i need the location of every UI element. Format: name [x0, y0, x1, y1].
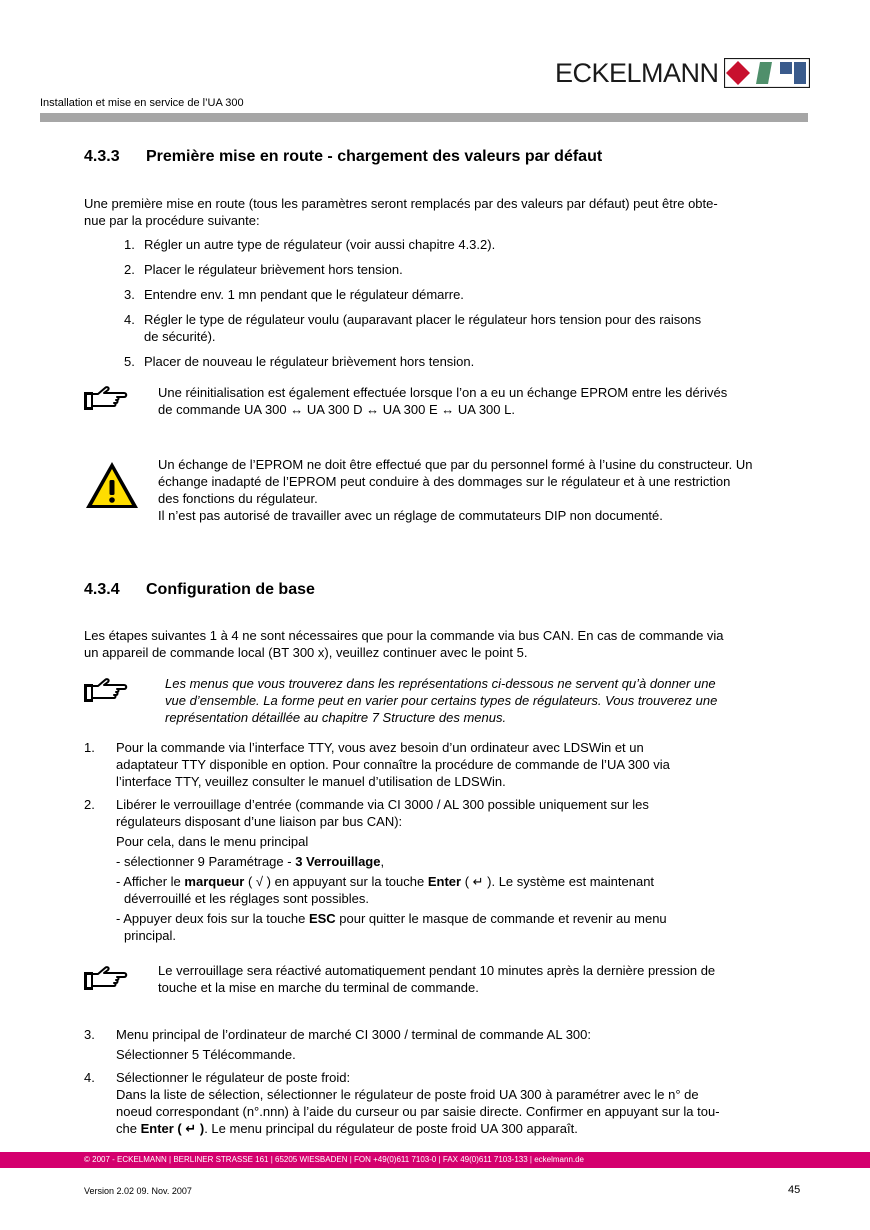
section-number: 4.3.4: [84, 581, 120, 598]
note-line: touche et la mise en marche du terminal de commande.: [158, 980, 479, 995]
warning-line: échange inadapté de l’EPROM peut conduire à des dommages sur le régulateur et à une restriction: [158, 474, 731, 489]
text-run-bold: 3 Verrouillage: [295, 854, 381, 869]
item-text-line: Régler le type de régulateur voulu (auparavant placer le régulateur hors tension pour des raisons: [144, 312, 702, 327]
intro-paragraph: [84, 195, 804, 229]
step-line: Pour cela, dans le menu principal: [116, 834, 309, 849]
note-line: Une réinitialisation est également effectuée lorsque l’on a eu un échange EPROM entre les dérivés: [158, 385, 728, 400]
note-lock: [158, 962, 806, 996]
text-run: . Le menu principal du régulateur de poste froid UA 300 apparaît.: [204, 1121, 578, 1136]
list-item: [124, 311, 804, 345]
text-run: ,: [380, 854, 385, 869]
item-text: Placer le régulateur brièvement hors tension.: [144, 262, 403, 277]
step-number: 3.: [84, 1027, 95, 1042]
item-number: 4.: [124, 312, 135, 327]
step-line: Menu principal de l’ordinateur de marché CI 3000 / terminal de commande AL 300:: [116, 1027, 592, 1042]
warning-line: Il n’est pas autorisé de travailler avec un réglage de commutateurs DIP non documenté.: [158, 508, 663, 523]
text-run-bold: Enter ( ↵ ): [140, 1121, 205, 1136]
note-menus: [165, 675, 805, 726]
steps-1-2: [84, 739, 808, 950]
step-line: noeud correspondant (n°.nnn) à l’aide du curseur ou par saisie directe. Confirmer en appuyant sur la tou-: [116, 1104, 720, 1119]
step-line: Sélectionner 5 Télécommande.: [116, 1047, 296, 1062]
text-run: - Appuyer deux fois sur la touche: [116, 911, 309, 926]
intro-line: Les étapes suivantes 1 à 4 ne sont nécessaires que pour la commande via bus CAN. En cas de commande via: [84, 628, 724, 643]
step-line: Pour la commande via l’interface TTY, vous avez besoin d’un ordinateur avec LDSWin et un: [116, 740, 644, 755]
note-line: vue d’ensemble. La forme peut en varier pour certains types de régulateurs. Vous trouverez une: [165, 693, 718, 708]
step-line: l’interface TTY, veuillez consulter le manuel d’utilisation de LDSWin.: [116, 774, 506, 789]
item-text: Placer de nouveau le régulateur brièvement hors tension.: [144, 354, 475, 369]
company-logo-icon: [724, 58, 810, 88]
header-divider: [40, 113, 808, 122]
intro-line: Une première mise en route (tous les paramètres seront remplacés par des valeurs par défaut) peut être obte-: [84, 196, 718, 211]
section-heading-4-3-4: [84, 581, 315, 599]
note-line: de commande UA 300 ↔ UA 300 D ↔ UA 300 E ↔ UA 300 L.: [158, 402, 515, 417]
step-bullet: [116, 853, 808, 870]
text-run-bold: Enter: [427, 874, 462, 889]
list-item: [124, 286, 804, 303]
step-number: 4.: [84, 1070, 95, 1085]
list-item: [124, 261, 804, 278]
text-run: - sélectionner 9 Paramétrage -: [116, 854, 296, 869]
text-run: - Afficher le: [116, 874, 185, 889]
text-run: che: [116, 1121, 141, 1136]
company-logo-text: ECKELMANN: [555, 58, 719, 88]
section-number: 4.3.3: [84, 148, 120, 165]
warning-triangle-icon: [84, 460, 140, 510]
step-line: [116, 1120, 808, 1137]
footer-copyright: © 2007 - ECKELMANN | BERLINER STRASSE 161 | 65205 WIESBADEN | FON +49(0)611 7103-0 | FAX 49(0)611 7103-133 | eckelmann.de: [84, 1155, 585, 1164]
item-text: Entendre env. 1 mn pendant que le régulateur démarre.: [144, 287, 464, 302]
text-run-bold: marqueur: [184, 874, 245, 889]
step-bullet: [116, 910, 808, 927]
item-number: 1.: [124, 237, 135, 252]
step-line: déverrouillé et les réglages sont possibles.: [124, 891, 369, 906]
item-text-line: de sécurité).: [144, 329, 216, 344]
step-body: [116, 796, 808, 944]
step-body: [116, 739, 808, 790]
note-line: Le verrouillage sera réactivé automatiquement pendant 10 minutes après la dernière pression de: [158, 963, 716, 978]
step-bullet: [116, 873, 808, 890]
step-item: [84, 1026, 808, 1063]
pointing-hand-icon: [84, 386, 128, 410]
list-item: [124, 353, 804, 370]
step-line: principal.: [124, 928, 177, 943]
version-info: Version 2.02 09. Nov. 2007: [84, 1186, 192, 1196]
step-number: 1.: [84, 740, 95, 755]
step-body: [116, 1069, 808, 1137]
step-item: [84, 1069, 808, 1137]
note-reinit: [158, 384, 806, 418]
step-line: Dans la liste de sélection, sélectionner le régulateur de poste froid UA 300 à paramétrer avec le n° de: [116, 1087, 699, 1102]
item-number: 5.: [124, 354, 135, 369]
footer-bar: [0, 1152, 870, 1168]
item-number: 2.: [124, 262, 135, 277]
pointing-hand-icon: [84, 966, 128, 990]
text-run: pour quitter le masque de commande et revenir au menu: [335, 911, 667, 926]
step-line: régulateurs disposant d’une liaison par bus CAN):: [116, 814, 403, 829]
warning-line: Un échange de l’EPROM ne doit être effectué que par du personnel formé à l’usine du constructeur. Un: [158, 457, 753, 472]
intro-line: un appareil de commande local (BT 300 x), veuillez continuer avec le point 5.: [84, 645, 528, 660]
list-item: [124, 236, 804, 253]
step-item: [84, 739, 808, 790]
note-line: Les menus que vous trouverez dans les représentations ci-dessous ne servent qu’à donner une: [165, 676, 716, 691]
intro-line: nue par la procédure suivante:: [84, 213, 260, 228]
note-line: représentation détaillée au chapitre 7 Structure des menus.: [165, 710, 507, 725]
step-body: [116, 1026, 808, 1063]
item-text: Régler un autre type de régulateur (voir aussi chapitre 4.3.2).: [144, 237, 496, 252]
item-text: [144, 311, 701, 345]
step-line: Libérer le verrouillage d’entrée (commande via CI 3000 / AL 300 possible uniquement sur les: [116, 797, 649, 812]
section-heading-4-3-3: [84, 148, 602, 166]
page-number: 45: [788, 1184, 801, 1196]
step-number: 2.: [84, 797, 95, 812]
text-run: ( ↵ ). Le système est maintenant: [461, 874, 655, 889]
procedure-list: [124, 236, 804, 378]
header-subtitle: Installation et mise en service de l’UA 300: [40, 97, 244, 109]
text-run-bold: ESC: [308, 911, 336, 926]
step-line: adaptateur TTY disponible en option. Pour connaître la procédure de commande de l’UA 300 via: [116, 757, 670, 772]
step-line: Sélectionner le régulateur de poste froid:: [116, 1070, 351, 1085]
text-run: ( √ ) en appuyant sur la touche: [244, 874, 428, 889]
steps-3-4: [84, 1026, 808, 1143]
section-title: Configuration de base: [146, 581, 315, 598]
section-title: Première mise en route - chargement des valeurs par défaut: [146, 148, 603, 165]
warning-text: [158, 456, 806, 524]
pointing-hand-icon: [84, 678, 128, 702]
step-item: [84, 796, 808, 944]
warning-line: des fonctions du régulateur.: [158, 491, 318, 506]
intro-paragraph: [84, 627, 804, 661]
item-number: 3.: [124, 287, 135, 302]
